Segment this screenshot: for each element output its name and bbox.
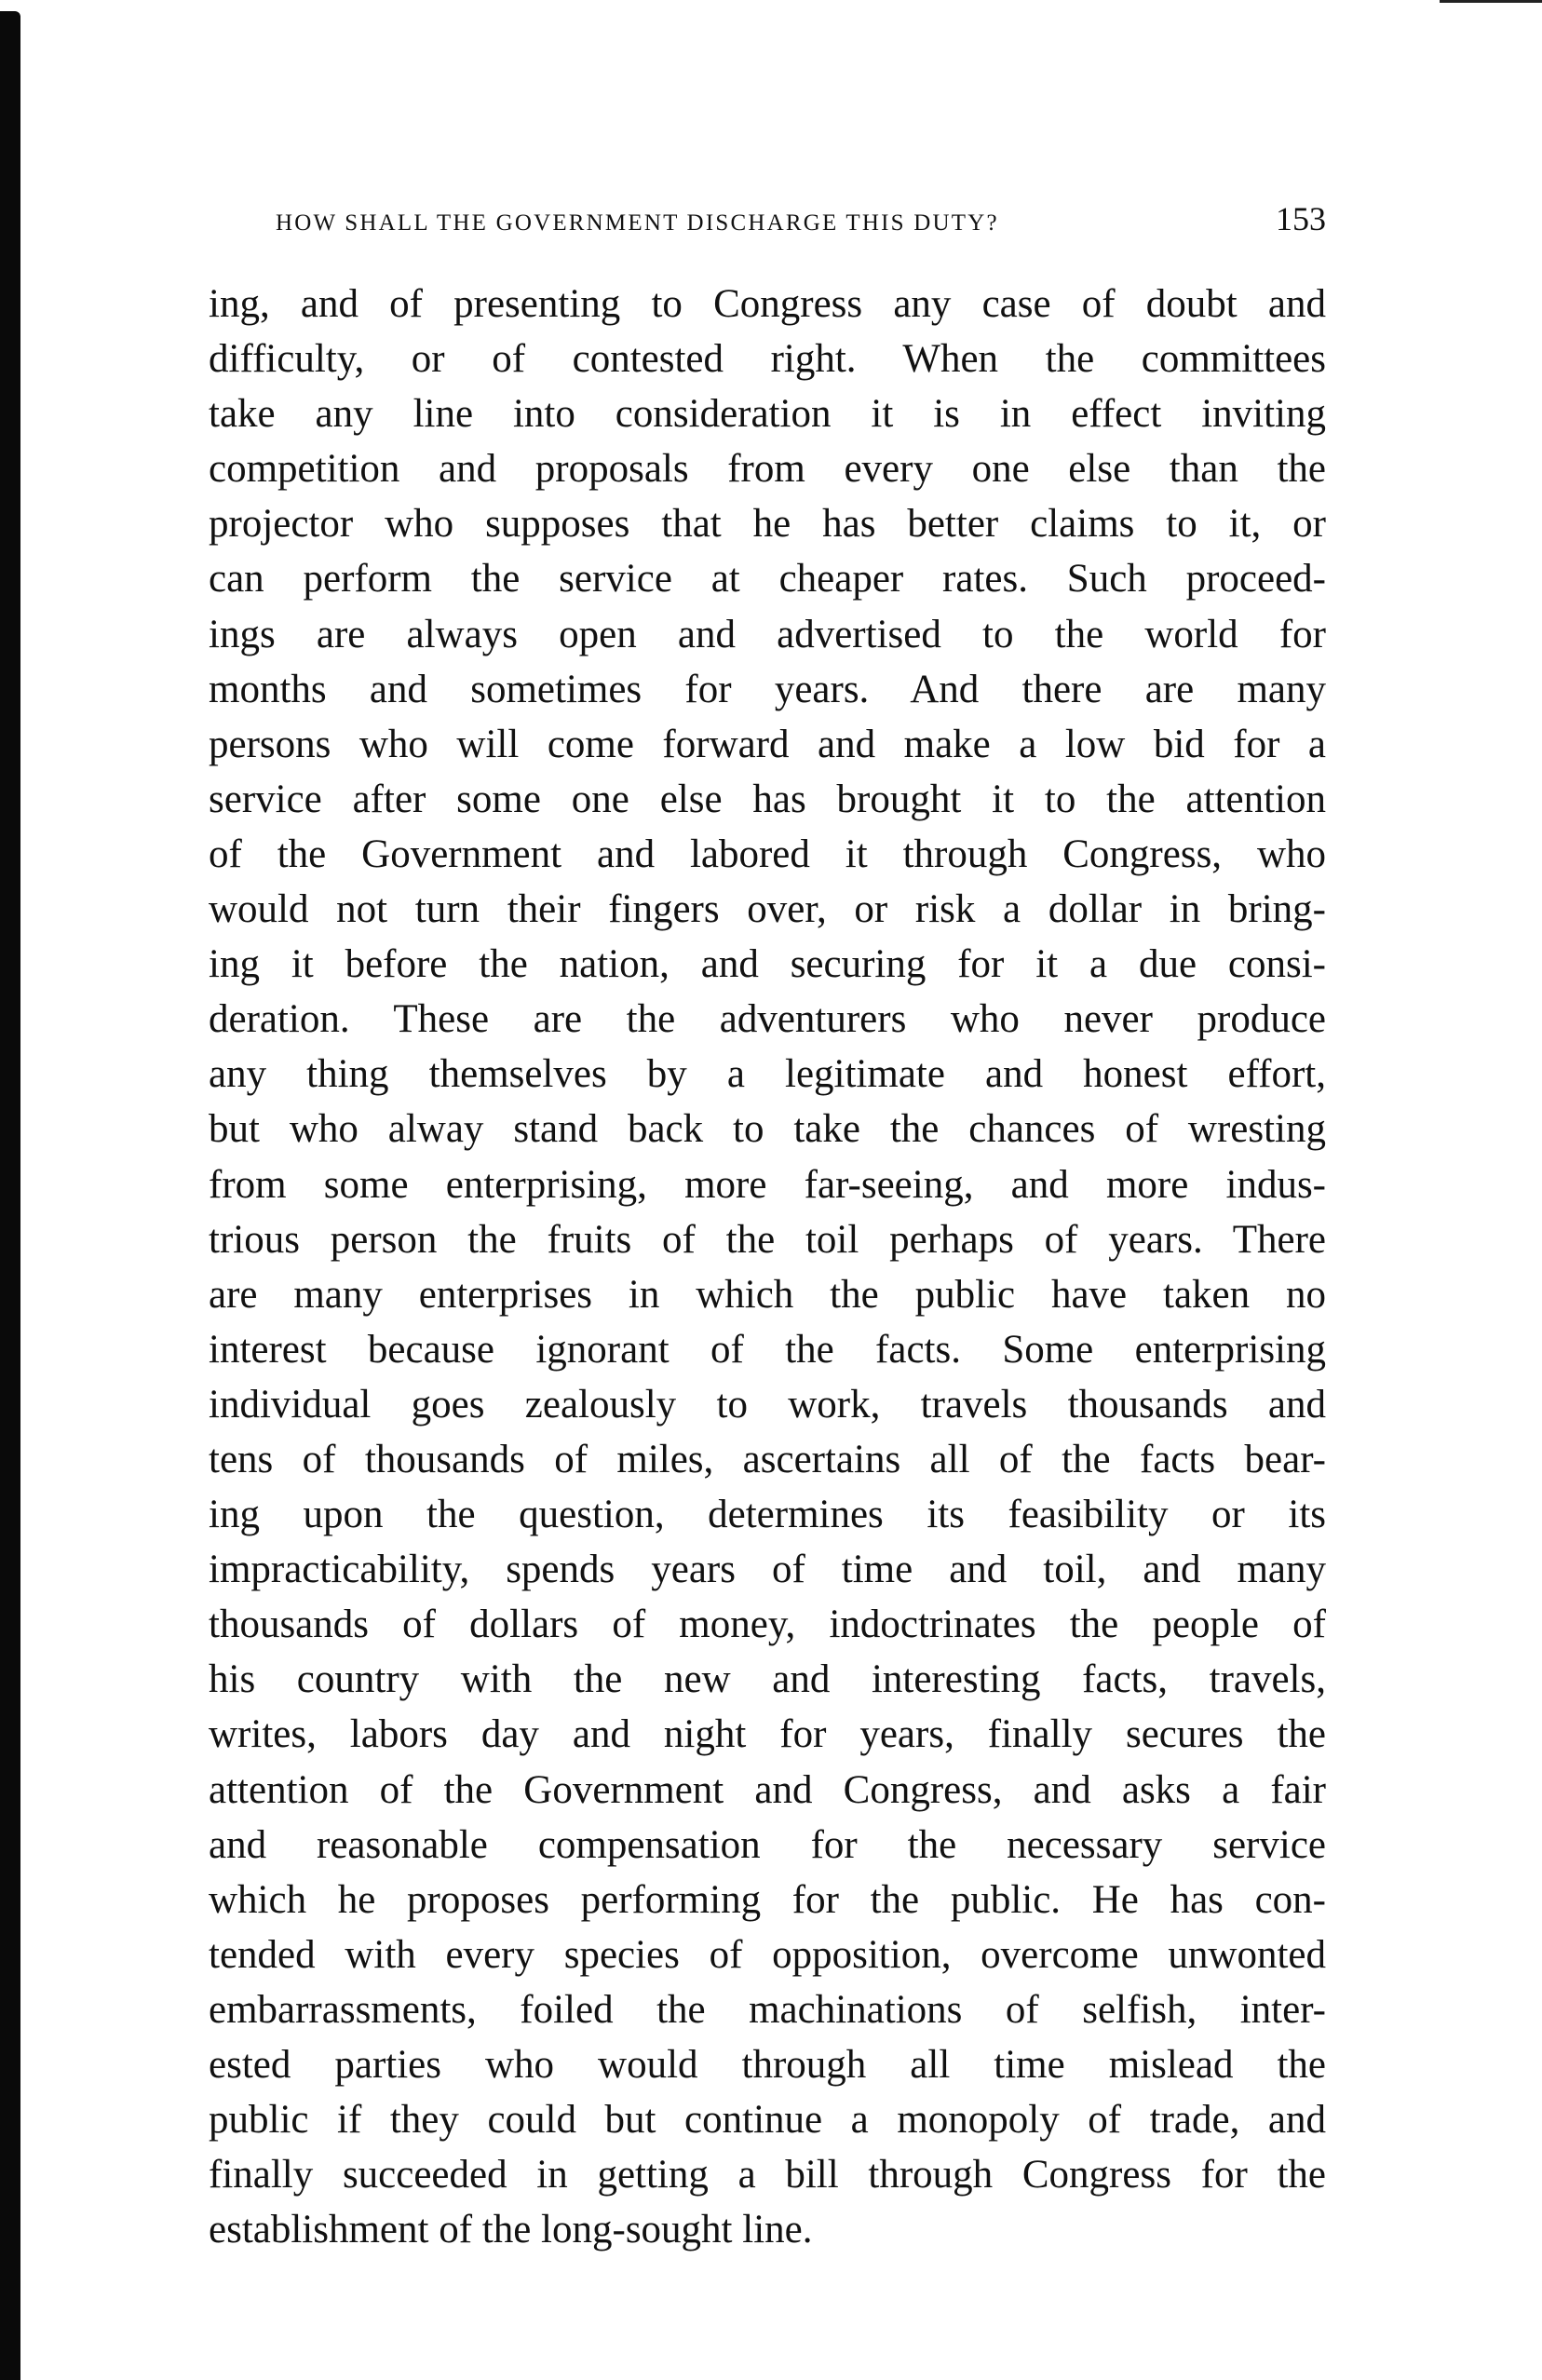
text-line: but who alway stand back to take the chances of wresting bbox=[209, 1107, 1326, 1152]
text-line: ing upon the question, determines its feasibility or its bbox=[209, 1493, 1326, 1537]
text-line: can perform the service at cheaper rates. Such proceed- bbox=[209, 557, 1326, 602]
text-line: months and sometimes for years. And there are many bbox=[209, 667, 1326, 711]
text-line: tended with every species of opposition, overcome unwonted bbox=[209, 1932, 1326, 1977]
text-line: finally succeeded in getting a bill through Congress for the bbox=[209, 2153, 1326, 2197]
text-line: any thing themselves by a legitimate and honest effort, bbox=[209, 1052, 1326, 1097]
text-line: attention of the Government and Congress, and asks a fair bbox=[209, 1767, 1326, 1812]
text-line: his country with the new and interesting facts, travels, bbox=[209, 1657, 1326, 1702]
text-line: projector who supposes that he has better claims to it, or bbox=[209, 502, 1326, 547]
text-line: establishment of the long-sought line. bbox=[209, 2208, 813, 2252]
text-line: persons who will come forward and make a low bid for a bbox=[209, 722, 1326, 766]
text-line: ested parties who would through all time mislead the bbox=[209, 2043, 1326, 2087]
running-title: HOW SHALL THE GOVERNMENT DISCHARGE THIS DUTY? bbox=[276, 210, 999, 236]
text-line: ing it before the nation, and securing for it a due consi- bbox=[209, 942, 1326, 987]
text-line: tens of thousands of miles, ascertains all of the facts bear- bbox=[209, 1437, 1326, 1481]
text-line: and reasonable compensation for the necessary service bbox=[209, 1822, 1326, 1867]
text-line: individual goes zealously to work, travels thousands and bbox=[209, 1382, 1326, 1427]
text-line: trious person the fruits of the toil perhaps of years. There bbox=[209, 1217, 1326, 1262]
text-line: public if they could but continue a monopoly of trade, and bbox=[209, 2098, 1326, 2143]
text-line: from some enterprising, more far-seeing, and more indus- bbox=[209, 1162, 1326, 1207]
running-head bbox=[276, 199, 1326, 238]
text-line: embarrassments, foiled the machinations of selfish, inter- bbox=[209, 1987, 1326, 2032]
body-text bbox=[209, 277, 1326, 2257]
text-line: which he proposes performing for the public. He has con- bbox=[209, 1877, 1326, 1922]
text-line: take any line into consideration it is in effect inviting bbox=[209, 392, 1326, 437]
page-number: 153 bbox=[1276, 200, 1326, 237]
text-line: ing, and of presenting to Congress any case of doubt and bbox=[209, 282, 1326, 326]
text-line: competition and proposals from every one else than the bbox=[209, 447, 1326, 492]
text-line: of the Government and labored it through Congress, who bbox=[209, 832, 1326, 876]
text-line: thousands of dollars of money, indoctrinates the people of bbox=[209, 1602, 1326, 1647]
text-line: service after some one else has brought it to the attention bbox=[209, 777, 1326, 821]
text-line: interest because ignorant of the facts. Some enterprising bbox=[209, 1327, 1326, 1372]
text-line: would not turn their fingers over, or risk a dollar in bring- bbox=[209, 887, 1326, 932]
book-spine-shadow bbox=[0, 11, 20, 2380]
text-line: difficulty, or of contested right. When the committees bbox=[209, 337, 1326, 382]
text-line: ings are always open and advertised to the world for bbox=[209, 612, 1326, 656]
text-line: impracticability, spends years of time and toil, and many bbox=[209, 1548, 1326, 1592]
scan-edge-rule bbox=[1440, 0, 1542, 3]
text-line: deration. These are the adventurers who never produce bbox=[209, 997, 1326, 1042]
text-line: are many enterprises in which the public have taken no bbox=[209, 1272, 1326, 1317]
text-line: writes, labors day and night for years, finally secures the bbox=[209, 1712, 1326, 1757]
